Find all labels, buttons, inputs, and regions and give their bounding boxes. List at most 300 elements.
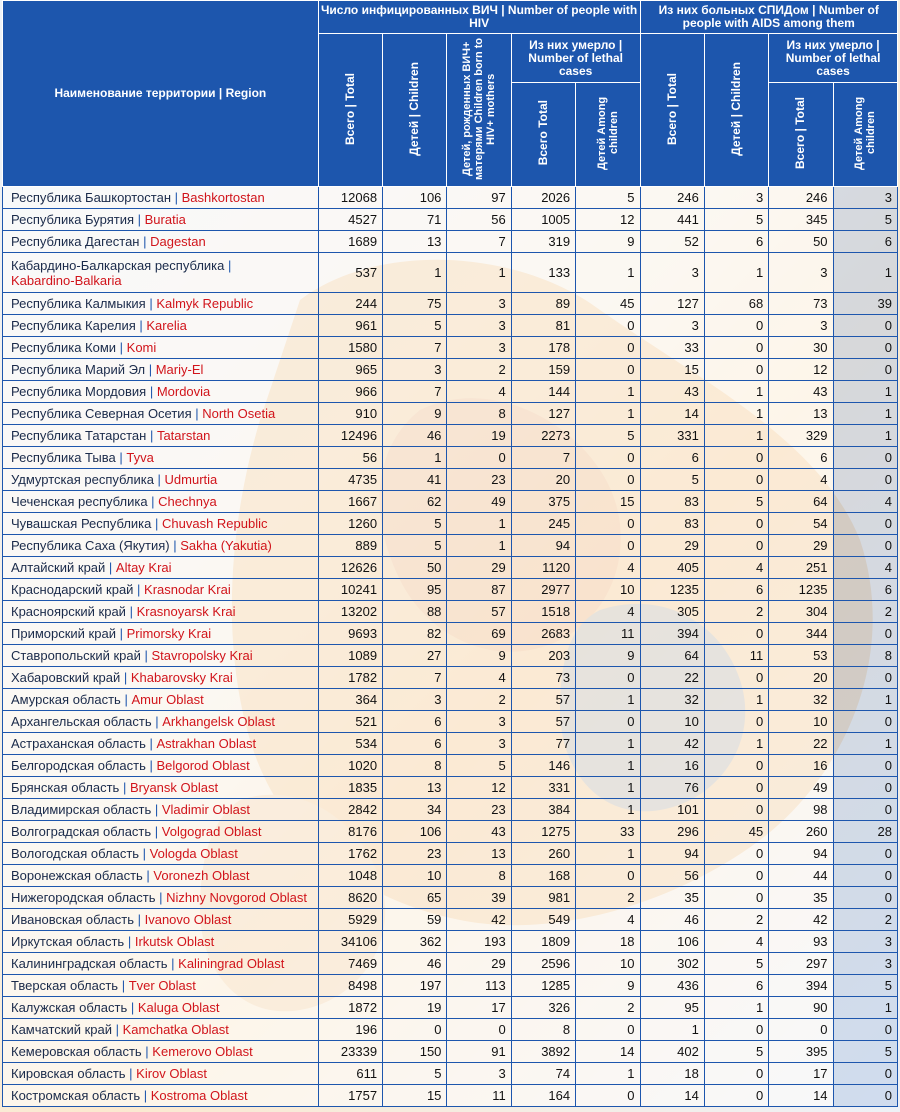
value-cell: 2 — [833, 601, 897, 623]
region-name-ru: Республика Татарстан — [11, 428, 147, 443]
value-cell: 3 — [833, 953, 897, 975]
value-cell: 39 — [833, 293, 897, 315]
value-cell: 5929 — [318, 909, 382, 931]
table-row — [3, 799, 898, 821]
value-cell: 127 — [511, 403, 575, 425]
region-name-cell — [3, 1063, 319, 1085]
value-cell: 10 — [769, 711, 833, 733]
region-name-en: Kaliningrad Oblast — [178, 956, 285, 971]
value-cell: 0 — [833, 711, 897, 733]
value-cell: 260 — [769, 821, 833, 843]
value-cell: 15 — [383, 1085, 447, 1107]
table-row — [3, 623, 898, 645]
region-name-cell — [3, 359, 319, 381]
region-name-en: Khabarovsky Krai — [130, 670, 233, 685]
value-cell: 93 — [769, 931, 833, 953]
table-row — [3, 209, 898, 231]
region-name-cell — [3, 447, 319, 469]
region-name-cell — [3, 381, 319, 403]
separator: | — [124, 934, 135, 949]
aids-died-total-header: Всего | Total — [769, 83, 833, 187]
value-cell: 2273 — [511, 425, 575, 447]
value-cell: 0 — [833, 1085, 897, 1107]
value-cell: 7 — [383, 381, 447, 403]
separator: | — [140, 1088, 151, 1103]
region-name-en: Tver Oblast — [128, 978, 196, 993]
value-cell: 9693 — [318, 623, 382, 645]
value-cell: 64 — [769, 491, 833, 513]
value-cell: 8 — [383, 755, 447, 777]
separator: | — [119, 780, 130, 795]
table-row — [3, 579, 898, 601]
value-cell: 19 — [383, 997, 447, 1019]
value-cell: 0 — [769, 1019, 833, 1041]
value-cell: 384 — [511, 799, 575, 821]
region-name-cell — [3, 557, 319, 579]
region-name-ru: Тверская область — [11, 978, 119, 993]
value-cell: 4 — [576, 909, 640, 931]
separator: | — [191, 406, 203, 421]
value-cell: 14 — [640, 1085, 704, 1107]
region-name-en: Krasnodar Krai — [144, 582, 231, 597]
region-name-ru: Кировская область — [11, 1066, 126, 1081]
table-row — [3, 601, 898, 623]
value-cell: 3 — [447, 711, 511, 733]
value-cell: 0 — [833, 777, 897, 799]
hiv-born-header: Детей, рожденных ВИЧ+ матерями Children born to HIV+ mothers — [447, 34, 511, 187]
value-cell: 6 — [833, 579, 897, 601]
value-cell: 7469 — [318, 953, 382, 975]
value-cell: 3 — [704, 187, 768, 209]
region-name-ru: Республика Карелия — [11, 318, 136, 333]
value-cell: 28 — [833, 821, 897, 843]
region-name-en: Buratia — [144, 212, 186, 227]
region-name-en: Ivanovo Oblast — [144, 912, 232, 927]
separator: | — [125, 604, 137, 619]
region-name-cell — [3, 645, 319, 667]
value-cell: 32 — [769, 689, 833, 711]
value-cell: 0 — [704, 865, 768, 887]
value-cell: 5 — [833, 1041, 897, 1063]
region-name-cell — [3, 337, 319, 359]
table-row — [3, 557, 898, 579]
value-cell: 0 — [383, 1019, 447, 1041]
value-cell: 45 — [704, 821, 768, 843]
value-cell: 6 — [704, 231, 768, 253]
separator: | — [151, 824, 162, 839]
value-cell: 133 — [511, 253, 575, 293]
value-cell: 4 — [769, 469, 833, 491]
value-cell: 49 — [447, 491, 511, 513]
value-cell: 1 — [576, 777, 640, 799]
region-name-cell — [3, 931, 319, 953]
value-cell: 4 — [833, 491, 897, 513]
value-cell: 0 — [833, 865, 897, 887]
value-cell: 27 — [383, 645, 447, 667]
value-cell: 0 — [704, 1019, 768, 1041]
value-cell: 14 — [769, 1085, 833, 1107]
value-cell: 64 — [640, 645, 704, 667]
value-cell: 13 — [383, 231, 447, 253]
region-name-en: Altay Krai — [115, 560, 172, 575]
value-cell: 1260 — [318, 513, 382, 535]
separator: | — [151, 714, 163, 729]
value-cell: 17 — [447, 997, 511, 1019]
region-header: Наименование территории | Region — [3, 1, 319, 187]
region-name-ru: Нижегородская область — [11, 890, 156, 905]
value-cell: 10 — [640, 711, 704, 733]
value-cell: 71 — [383, 209, 447, 231]
value-cell: 5 — [576, 425, 640, 447]
region-name-en: Mordovia — [156, 384, 211, 399]
region-name-en: Nizhny Novgorod Oblast — [166, 890, 308, 905]
value-cell: 29 — [769, 535, 833, 557]
value-cell: 395 — [769, 1041, 833, 1063]
value-cell: 4 — [576, 557, 640, 579]
value-cell: 29 — [447, 557, 511, 579]
table-row — [3, 755, 898, 777]
value-cell: 146 — [511, 755, 575, 777]
value-cell: 326 — [511, 997, 575, 1019]
value-cell: 14 — [640, 403, 704, 425]
region-name-en: Kalmyk Republic — [156, 296, 254, 311]
region-name-ru: Костромская область — [11, 1088, 141, 1103]
value-cell: 981 — [511, 887, 575, 909]
value-cell: 4 — [576, 601, 640, 623]
hiv-total-header: Всего | Total — [318, 34, 382, 187]
value-cell: 127 — [640, 293, 704, 315]
value-cell: 0 — [833, 513, 897, 535]
value-cell: 3 — [447, 315, 511, 337]
value-cell: 5 — [640, 469, 704, 491]
table-row — [3, 1063, 898, 1085]
region-name-cell — [3, 601, 319, 623]
value-cell: 9 — [576, 645, 640, 667]
table-row — [3, 469, 898, 491]
value-cell: 52 — [640, 231, 704, 253]
value-cell: 94 — [511, 535, 575, 557]
value-cell: 362 — [383, 931, 447, 953]
value-cell: 0 — [833, 337, 897, 359]
value-cell: 1 — [833, 689, 897, 711]
value-cell: 302 — [640, 953, 704, 975]
region-name-cell — [3, 887, 319, 909]
region-name-en: Chuvash Republic — [161, 516, 268, 531]
region-name-cell — [3, 403, 319, 425]
region-name-ru: Хабаровский край — [11, 670, 121, 685]
value-cell: 56 — [318, 447, 382, 469]
value-cell: 113 — [447, 975, 511, 997]
value-cell: 76 — [640, 777, 704, 799]
value-cell: 549 — [511, 909, 575, 931]
value-cell: 0 — [576, 315, 640, 337]
region-name-ru: Калининградская область — [11, 956, 168, 971]
value-cell: 889 — [318, 535, 382, 557]
value-cell: 5 — [383, 535, 447, 557]
region-name-cell — [3, 777, 319, 799]
value-cell: 0 — [833, 755, 897, 777]
table-row — [3, 1041, 898, 1063]
value-cell: 54 — [769, 513, 833, 535]
value-cell: 8 — [447, 403, 511, 425]
separator: | — [145, 758, 157, 773]
value-cell: 159 — [511, 359, 575, 381]
value-cell: 15 — [640, 359, 704, 381]
value-cell: 0 — [704, 447, 768, 469]
value-cell: 319 — [511, 231, 575, 253]
separator: | — [115, 626, 127, 641]
value-cell: 22 — [769, 733, 833, 755]
value-cell: 68 — [704, 293, 768, 315]
value-cell: 6 — [704, 579, 768, 601]
value-cell: 1 — [576, 755, 640, 777]
value-cell: 2 — [447, 359, 511, 381]
region-name-cell — [3, 535, 319, 557]
region-name-cell — [3, 579, 319, 601]
value-cell: 13 — [383, 777, 447, 799]
region-name-en: Volgograd Oblast — [161, 824, 262, 839]
table-row — [3, 513, 898, 535]
value-cell: 1120 — [511, 557, 575, 579]
region-name-ru: Республика Дагестан — [11, 234, 140, 249]
value-cell: 4735 — [318, 469, 382, 491]
value-cell: 1 — [704, 733, 768, 755]
aids-children-header: Детей | Children — [704, 34, 768, 187]
hiv-died-total-header: Всего Total — [511, 83, 575, 187]
table-row — [3, 645, 898, 667]
value-cell: 0 — [704, 623, 768, 645]
value-cell: 9 — [576, 975, 640, 997]
value-cell: 15 — [576, 491, 640, 513]
hiv-group-header: Число инфицированных ВИЧ | Number of people with HIV — [318, 1, 640, 34]
value-cell: 305 — [640, 601, 704, 623]
value-cell: 375 — [511, 491, 575, 513]
region-name-ru: Красноярский край — [11, 604, 126, 619]
value-cell: 74 — [511, 1063, 575, 1085]
table-row — [3, 689, 898, 711]
value-cell: 0 — [576, 469, 640, 491]
value-cell: 966 — [318, 381, 382, 403]
value-cell: 246 — [769, 187, 833, 209]
value-cell: 3 — [447, 337, 511, 359]
value-cell: 46 — [383, 425, 447, 447]
value-cell: 405 — [640, 557, 704, 579]
region-name-en: Belgorod Oblast — [156, 758, 250, 773]
value-cell: 8 — [833, 645, 897, 667]
value-cell: 4 — [833, 557, 897, 579]
separator: | — [134, 212, 145, 227]
table-row — [3, 447, 898, 469]
value-cell: 4 — [704, 557, 768, 579]
region-name-cell — [3, 623, 319, 645]
value-cell: 0 — [576, 667, 640, 689]
value-cell: 1782 — [318, 667, 382, 689]
separator: | — [120, 670, 131, 685]
value-cell: 1 — [447, 253, 511, 293]
value-cell: 1757 — [318, 1085, 382, 1107]
region-name-ru: Республика Марий Эл — [11, 362, 146, 377]
region-name-en: Primorsky Krai — [126, 626, 212, 641]
region-name-en: Irkutsk Oblast — [134, 934, 215, 949]
value-cell: 521 — [318, 711, 382, 733]
separator: | — [140, 648, 152, 663]
region-name-cell — [3, 865, 319, 887]
value-cell: 1235 — [769, 579, 833, 601]
value-cell: 5 — [576, 187, 640, 209]
region-name-ru: Алтайский край — [11, 560, 106, 575]
value-cell: 14 — [576, 1041, 640, 1063]
hiv-died-children-header: Детей Among children — [576, 83, 640, 187]
value-cell: 2026 — [511, 187, 575, 209]
separator: | — [155, 890, 167, 905]
value-cell: 106 — [640, 931, 704, 953]
table-row — [3, 403, 898, 425]
value-cell: 50 — [769, 231, 833, 253]
value-cell: 13202 — [318, 601, 382, 623]
value-cell: 0 — [704, 667, 768, 689]
separator: | — [145, 296, 157, 311]
value-cell: 3892 — [511, 1041, 575, 1063]
table-header — [3, 1, 898, 187]
table-row — [3, 231, 898, 253]
value-cell: 4 — [447, 381, 511, 403]
value-cell: 34 — [383, 799, 447, 821]
table-row — [3, 535, 898, 557]
separator: | — [134, 912, 145, 927]
region-name-ru: Удмуртская республика — [11, 472, 154, 487]
aids-died-children-header: Детей Among children — [833, 83, 897, 187]
hiv-statistics-table — [2, 0, 898, 1107]
value-cell: 0 — [704, 315, 768, 337]
value-cell: 9 — [383, 403, 447, 425]
table-row — [3, 359, 898, 381]
value-cell: 33 — [640, 337, 704, 359]
value-cell: 1 — [447, 513, 511, 535]
value-cell: 6 — [769, 447, 833, 469]
separator: | — [116, 340, 127, 355]
separator: | — [139, 234, 151, 249]
table-row — [3, 425, 898, 447]
value-cell: 43 — [769, 381, 833, 403]
region-name-ru: Республика Бурятия — [11, 212, 135, 227]
region-name-ru: Краснодарский край — [11, 582, 134, 597]
value-cell: 1835 — [318, 777, 382, 799]
value-cell: 0 — [704, 535, 768, 557]
value-cell: 10241 — [318, 579, 382, 601]
value-cell: 34106 — [318, 931, 382, 953]
region-name-ru: Республика Башкортостан — [11, 190, 171, 205]
value-cell: 1667 — [318, 491, 382, 513]
region-name-cell — [3, 909, 319, 931]
value-cell: 251 — [769, 557, 833, 579]
separator: | — [146, 428, 157, 443]
value-cell: 1 — [576, 689, 640, 711]
value-cell: 534 — [318, 733, 382, 755]
value-cell: 0 — [704, 513, 768, 535]
value-cell: 0 — [704, 1063, 768, 1085]
value-cell: 0 — [833, 843, 897, 865]
value-cell: 95 — [383, 579, 447, 601]
value-cell: 1 — [704, 425, 768, 447]
table-row — [3, 315, 898, 337]
separator: | — [169, 538, 181, 553]
region-name-cell — [3, 1019, 319, 1041]
value-cell: 12 — [447, 777, 511, 799]
region-name-en: Kirov Oblast — [136, 1066, 207, 1081]
value-cell: 1048 — [318, 865, 382, 887]
value-cell: 1 — [576, 403, 640, 425]
value-cell: 961 — [318, 315, 382, 337]
value-cell: 436 — [640, 975, 704, 997]
separator: | — [145, 736, 157, 751]
region-name-en: Krasnoyarsk Krai — [136, 604, 236, 619]
value-cell: 0 — [704, 799, 768, 821]
value-cell: 12068 — [318, 187, 382, 209]
value-cell: 910 — [318, 403, 382, 425]
region-name-cell — [3, 689, 319, 711]
value-cell: 69 — [447, 623, 511, 645]
value-cell: 6 — [833, 231, 897, 253]
separator: | — [118, 978, 129, 993]
value-cell: 364 — [318, 689, 382, 711]
value-cell: 394 — [640, 623, 704, 645]
value-cell: 29 — [447, 953, 511, 975]
value-cell: 3 — [833, 187, 897, 209]
value-cell: 7 — [383, 667, 447, 689]
value-cell: 7 — [383, 337, 447, 359]
value-cell: 3 — [447, 1063, 511, 1085]
value-cell: 3 — [769, 253, 833, 293]
value-cell: 73 — [511, 667, 575, 689]
region-name-cell — [3, 953, 319, 975]
value-cell: 0 — [704, 469, 768, 491]
region-name-cell — [3, 187, 319, 209]
region-name-cell — [3, 231, 319, 253]
value-cell: 1 — [833, 381, 897, 403]
table-row — [3, 887, 898, 909]
value-cell: 106 — [383, 821, 447, 843]
region-name-cell — [3, 733, 319, 755]
value-cell: 3 — [383, 359, 447, 381]
region-name-cell — [3, 1041, 319, 1063]
value-cell: 1 — [576, 843, 640, 865]
value-cell: 1 — [576, 253, 640, 293]
value-cell: 8176 — [318, 821, 382, 843]
value-cell: 12496 — [318, 425, 382, 447]
value-cell: 2 — [704, 601, 768, 623]
value-cell: 8 — [447, 865, 511, 887]
region-name-en: Arkhangelsk Oblast — [162, 714, 275, 729]
region-name-ru: Республика Калмыкия — [11, 296, 146, 311]
value-cell: 203 — [511, 645, 575, 667]
separator: | — [171, 190, 182, 205]
table-row — [3, 491, 898, 513]
region-name-cell — [3, 843, 319, 865]
separator: | — [141, 1044, 153, 1059]
region-name-en: Voronezh Oblast — [153, 868, 250, 883]
value-cell: 0 — [704, 887, 768, 909]
value-cell: 1580 — [318, 337, 382, 359]
value-cell: 89 — [511, 293, 575, 315]
table-row — [3, 843, 898, 865]
value-cell: 245 — [511, 513, 575, 535]
region-name-ru: Кабардино-Балкарская республика — [11, 257, 225, 273]
value-cell: 0 — [833, 469, 897, 491]
region-name-en: Bashkortostan — [181, 190, 265, 205]
value-cell: 1 — [576, 799, 640, 821]
region-name-en: Komi — [126, 340, 157, 355]
value-cell: 2842 — [318, 799, 382, 821]
